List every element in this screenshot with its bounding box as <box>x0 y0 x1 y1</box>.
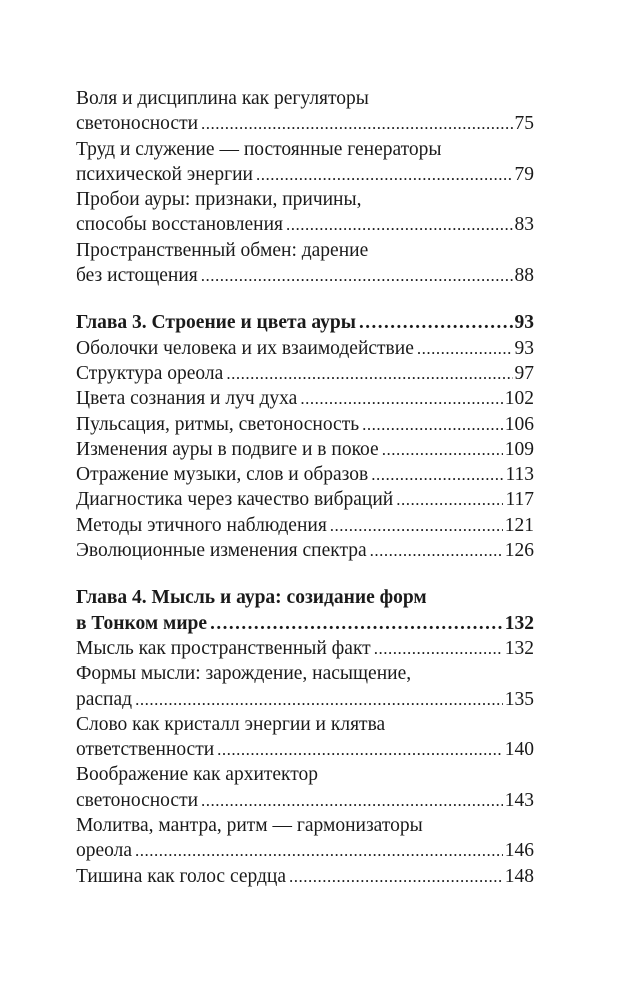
entry-title: Отражение музыки, слов и образов <box>76 464 369 486</box>
entry-title: ореола <box>76 840 133 862</box>
dot-leader <box>135 687 503 712</box>
entry-title: Молитва, мантра, ритм — гармонизаторы <box>76 815 423 837</box>
dot-leader <box>330 513 503 538</box>
entry-title: Формы мысли: зарождение, насыщение, <box>76 663 412 685</box>
toc-section <box>76 585 534 889</box>
page-number: 83 <box>514 214 534 236</box>
entry-title: Тишина как голос сердца <box>76 865 287 887</box>
section-gap <box>76 563 534 585</box>
entry-title: Мысль как пространственный факт <box>76 637 371 659</box>
entry-title: в Тонком мире <box>76 612 208 634</box>
entry-line <box>76 187 534 212</box>
entry-line <box>76 636 534 661</box>
toc-section <box>76 310 534 563</box>
dot-leader <box>135 838 503 863</box>
toc-entry <box>76 187 534 238</box>
dot-leader <box>362 412 503 437</box>
page-number: 135 <box>504 688 534 710</box>
page-number: 75 <box>514 113 534 135</box>
entry-line <box>76 737 534 762</box>
entry-line <box>76 712 534 737</box>
entry-line <box>76 212 534 237</box>
entry-title: светоносности <box>76 113 199 135</box>
dot-leader <box>201 111 512 136</box>
toc-entry <box>76 813 534 864</box>
toc-entry <box>76 462 534 487</box>
entry-title: Воля и дисциплина как регуляторы <box>76 88 369 109</box>
entry-line <box>76 111 534 136</box>
page-number: 88 <box>514 265 534 287</box>
entry-title: Структура ореола <box>76 362 224 384</box>
entry-line <box>76 864 534 889</box>
toc-entry <box>76 86 534 137</box>
toc-entry <box>76 636 534 661</box>
entry-line <box>76 412 534 437</box>
page-number: 148 <box>504 865 534 887</box>
entry-line <box>76 687 534 712</box>
dot-leader <box>374 636 503 661</box>
entry-title: Труд и служение — постоянные генераторы <box>76 138 442 160</box>
toc-entry <box>76 538 534 563</box>
dot-leader <box>217 737 503 762</box>
toc-entry <box>76 487 534 512</box>
dot-leader <box>201 263 513 288</box>
entry-title: светоносности <box>76 789 199 811</box>
entry-line <box>76 661 534 686</box>
entry-title: Глава 4. Мысль и аура: созидание форм <box>76 587 427 609</box>
entry-title: Пульсация, ритмы, светоносность <box>76 413 360 435</box>
entry-title: Оболочки человека и их взаимодействие <box>76 337 414 359</box>
entry-line <box>76 611 534 636</box>
entry-title: Методы этичного наблюдения <box>76 514 327 536</box>
entry-title: распад <box>76 688 133 710</box>
dot-leader <box>201 788 503 813</box>
page-number: 132 <box>504 612 534 634</box>
page-number: 117 <box>505 489 534 511</box>
entry-line <box>76 437 534 462</box>
toc-section <box>76 86 534 288</box>
page-number: 106 <box>504 413 534 435</box>
entry-line <box>76 336 534 361</box>
entry-line <box>76 838 534 863</box>
entry-title: Слово как кристалл энергии и клятва <box>76 713 386 735</box>
toc-entry <box>76 336 534 361</box>
page-number: 102 <box>504 388 534 410</box>
page-number: 140 <box>504 739 534 761</box>
entry-line <box>76 137 534 162</box>
entry-line <box>76 361 534 386</box>
toc-entry <box>76 137 534 188</box>
dot-leader <box>370 538 503 563</box>
dot-leader <box>286 212 512 237</box>
section-gap <box>76 288 534 310</box>
toc-entry <box>76 712 534 763</box>
toc-entry <box>76 437 534 462</box>
dot-leader <box>289 864 503 889</box>
toc-entry <box>76 661 534 712</box>
entry-title: ответственности <box>76 739 215 761</box>
entry-title: Глава 3. Строение и цвета ауры <box>76 312 356 334</box>
dot-leader <box>210 611 503 636</box>
toc-entry <box>76 238 534 289</box>
toc-entry <box>76 864 534 889</box>
dot-leader <box>371 462 503 487</box>
entry-line <box>76 585 534 610</box>
page-number: 79 <box>514 163 534 185</box>
entry-title: Пространственный обмен: дарение <box>76 239 369 261</box>
entry-line <box>76 310 534 335</box>
entry-line <box>76 263 534 288</box>
toc-entry <box>76 386 534 411</box>
entry-line <box>76 513 534 538</box>
dot-leader <box>226 361 512 386</box>
toc-entry <box>76 513 534 538</box>
entry-title: Пробои ауры: признаки, причины, <box>76 189 362 211</box>
page-number: 126 <box>504 540 534 562</box>
dot-leader <box>359 310 513 335</box>
entry-line <box>76 462 534 487</box>
entry-title: без истощения <box>76 265 198 287</box>
toc-entry <box>76 361 534 386</box>
entry-line <box>76 386 534 411</box>
entry-title: Диагностика через качество вибраций <box>76 489 394 511</box>
entry-line <box>76 762 534 787</box>
page-number: 113 <box>505 464 534 486</box>
dot-leader <box>256 162 513 187</box>
page-number: 121 <box>504 514 534 536</box>
entry-line <box>76 788 534 813</box>
page-number: 93 <box>514 337 534 359</box>
toc-entry <box>76 412 534 437</box>
page-number: 97 <box>514 362 534 384</box>
entry-title: Эволюционные изменения спектра <box>76 540 367 562</box>
entry-title: Цвета сознания и луч духа <box>76 388 298 410</box>
entry-title: Изменения ауры в подвиге и в покое <box>76 438 379 460</box>
dot-leader <box>300 386 502 411</box>
entry-line <box>76 86 534 111</box>
entry-line <box>76 813 534 838</box>
entry-line <box>76 162 534 187</box>
dot-leader <box>417 336 513 361</box>
chapter-heading <box>76 585 534 636</box>
entry-title: Воображение как архитектор <box>76 764 319 786</box>
page-number: 109 <box>504 438 534 460</box>
entry-title: психической энергии <box>76 163 253 185</box>
entry-line <box>76 487 534 512</box>
page-number: 93 <box>514 312 534 334</box>
dot-leader <box>382 437 503 462</box>
page-number: 146 <box>504 840 534 862</box>
entry-title: способы восстановления <box>76 214 284 236</box>
page-number: 143 <box>504 789 534 811</box>
dot-leader <box>396 487 503 512</box>
table-of-contents <box>76 86 534 889</box>
chapter-heading <box>76 310 534 335</box>
toc-entry <box>76 762 534 813</box>
entry-line <box>76 238 534 263</box>
entry-line <box>76 538 534 563</box>
page-number: 132 <box>504 637 534 659</box>
